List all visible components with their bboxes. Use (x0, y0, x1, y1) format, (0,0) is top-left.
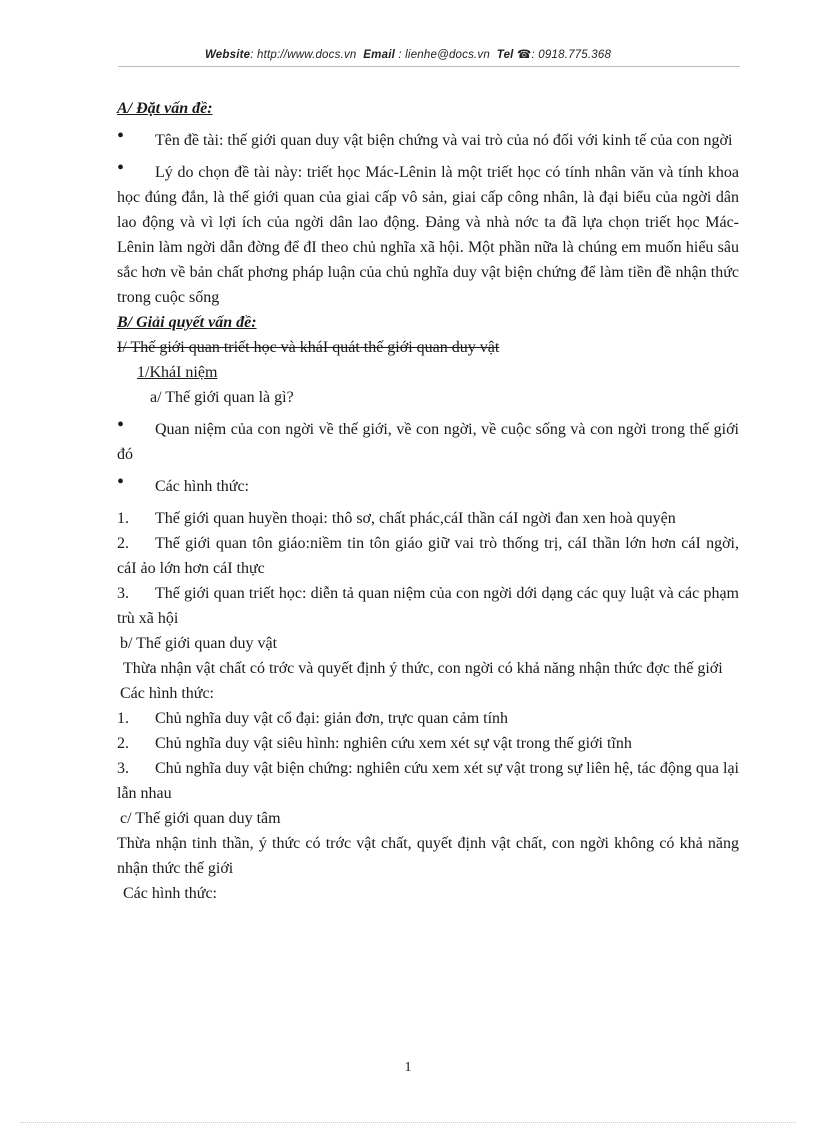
bullet-forms: • Các hình thức: (117, 471, 249, 495)
website-label: Website (204, 49, 251, 61)
phone-icon: ☎ (516, 49, 532, 61)
list-item: 2. Chủ nghĩa duy vật siêu hình: nghiên cứu xem xét sự vật trong thế giới tĩnh (117, 735, 632, 752)
question-c: c/ Thế giới quan duy tâm (120, 810, 281, 827)
list-item: 2. Thế giới quan tôn giáo:niềm tin tôn giáo giữ vai trò thống trị, cáI thần lớn hơn cáI ngời, cáI ảo lớn hơn cáI thực (117, 535, 739, 577)
tel-label: Tel (496, 49, 514, 61)
header-divider (118, 66, 740, 67)
bullet-icon: • (117, 157, 125, 179)
section-b-heading: B/ Giải quyết vấn đề: (117, 314, 257, 331)
subpart-one-title: 1/KháI niệm (137, 364, 218, 381)
list-item: 3. Thế giới quan triết học: diễn tả quan niệm của con ngời dới dạng các quy luật và các phạm trù xã hội (117, 585, 739, 627)
part-one-title: I/ Thế giới quan triết học và kháI quát thế giới quan duy vật (117, 339, 500, 356)
list-item: 1. Thế giới quan huyền thoại: thô sơ, chất phác,cáI thần cáI ngời đan xen hoà quyện (117, 510, 676, 527)
tel-value: : 0918.775.368 (531, 49, 612, 61)
bullet-icon: • (117, 414, 125, 436)
email-label: Email (363, 49, 395, 61)
question-b: b/ Thế giới quan duy vật (120, 635, 278, 652)
email-value: : lienhe@docs.vn (398, 49, 490, 61)
bullet-icon: • (117, 471, 125, 493)
bullet-concept: • Quan niệm của con ngời về thế giới, về con ngời, về cuộc sống và con ngời trong thế giới đó (117, 414, 739, 463)
idealist-description: Thừa nhận tinh thần, ý thức có trớc vật chất, quyết định vật chất, con ngời không có khả năng nhận thức thế giới (117, 835, 739, 877)
materialist-forms-label: Các hình thức: (120, 685, 214, 702)
materialist-description: Thừa nhận vật chất có trớc và quyết định ý thức, con ngời có khả năng nhận thức đợc thế giới (123, 660, 723, 677)
website-value: : http://www.docs.vn (250, 49, 357, 61)
section-a-heading: A/ Đặt vấn đề: (117, 100, 213, 117)
page-number: 1 (404, 1060, 412, 1075)
list-item: 3. Chủ nghĩa duy vật biện chứng: nghiên cứu xem xét sự vật trong sự liên hệ, tác động qua lại lẫn nhau (117, 760, 739, 802)
page-header (0, 47, 816, 61)
question-a: a/ Thế giới quan là gì? (150, 389, 294, 406)
bullet-reason: • Lý do chọn đề tài này: triết học Mác-Lênin là một triết học có tính nhân văn và tính khoa học đúng đắn, là thế giới quan của giai cấp vô sản, giai cấp công nhân, là đại biểu của ngời dân lao động và vì lợi ích của ngời dân lao động. Đảng và nhà nớc ta đã lựa chọn triết học Mác-Lênin làm ngời dẫn đờng để đI theo chủ nghĩa xã hội. Một phần nữa là chúng em muốn hiểu sâu sắc hơn về bản chất phơng pháp luận của chủ nghĩa duy vật biện chứng để làm tiền đề nhận thức trong cuộc sống (117, 157, 739, 306)
idealist-forms-label: Các hình thức: (123, 885, 217, 902)
bullet-topic: • Tên đề tài: thế giới quan duy vật biện chứng và vai trò của nó đối với kinh tế của con ngời (117, 125, 733, 149)
bullet-icon: • (117, 125, 125, 147)
document-body (117, 96, 739, 906)
list-item: 1. Chủ nghĩa duy vật cổ đại: giản đơn, trực quan cảm tính (117, 710, 509, 727)
